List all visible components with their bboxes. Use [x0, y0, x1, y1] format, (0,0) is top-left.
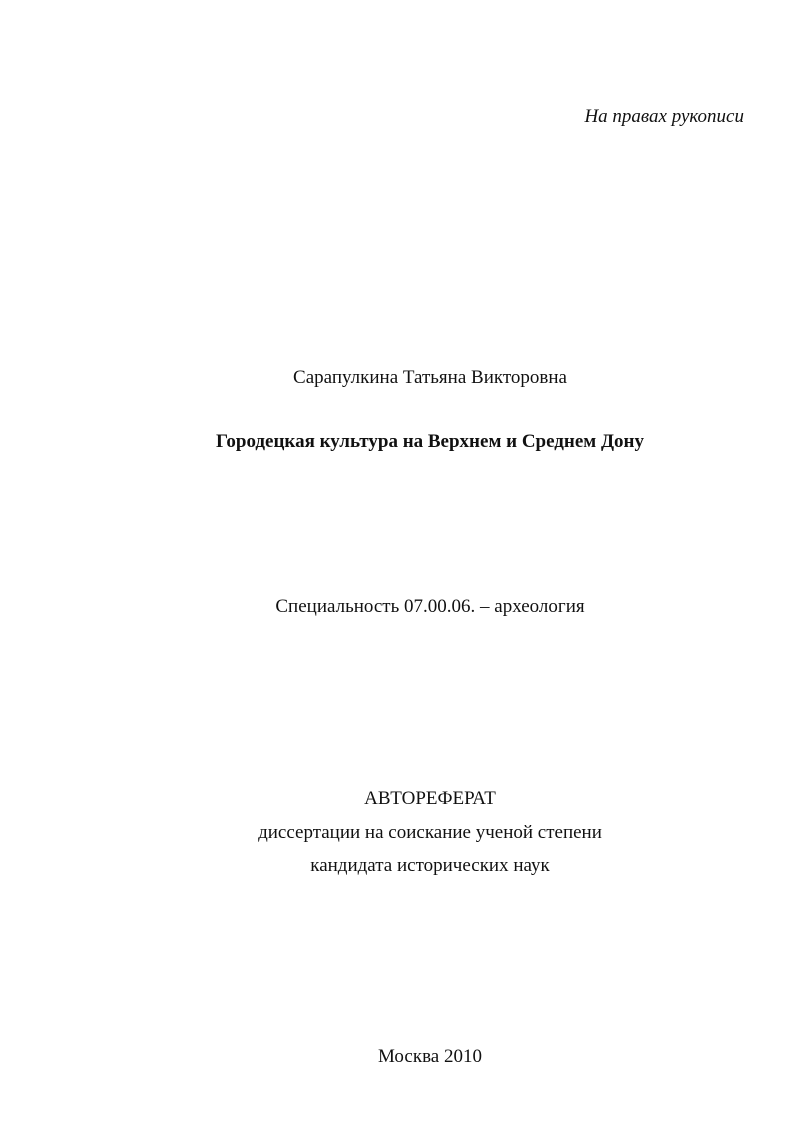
place-and-year: Москва 2010	[378, 1046, 482, 1067]
degree-description-line-2: кандидата исторических наук	[310, 855, 550, 876]
document-type: АВТОРЕФЕРАТ	[364, 788, 496, 809]
specialty-line: Специальность 07.00.06. – археология	[275, 596, 585, 617]
rights-notice: На правах рукописи	[584, 106, 744, 127]
degree-description-line-1: диссертации на соискание ученой степени	[258, 822, 602, 843]
dissertation-title: Городецкая культура на Верхнем и Среднем Дону	[215, 431, 645, 452]
author-name: Сарапулкина Татьяна Викторовна	[293, 367, 567, 388]
